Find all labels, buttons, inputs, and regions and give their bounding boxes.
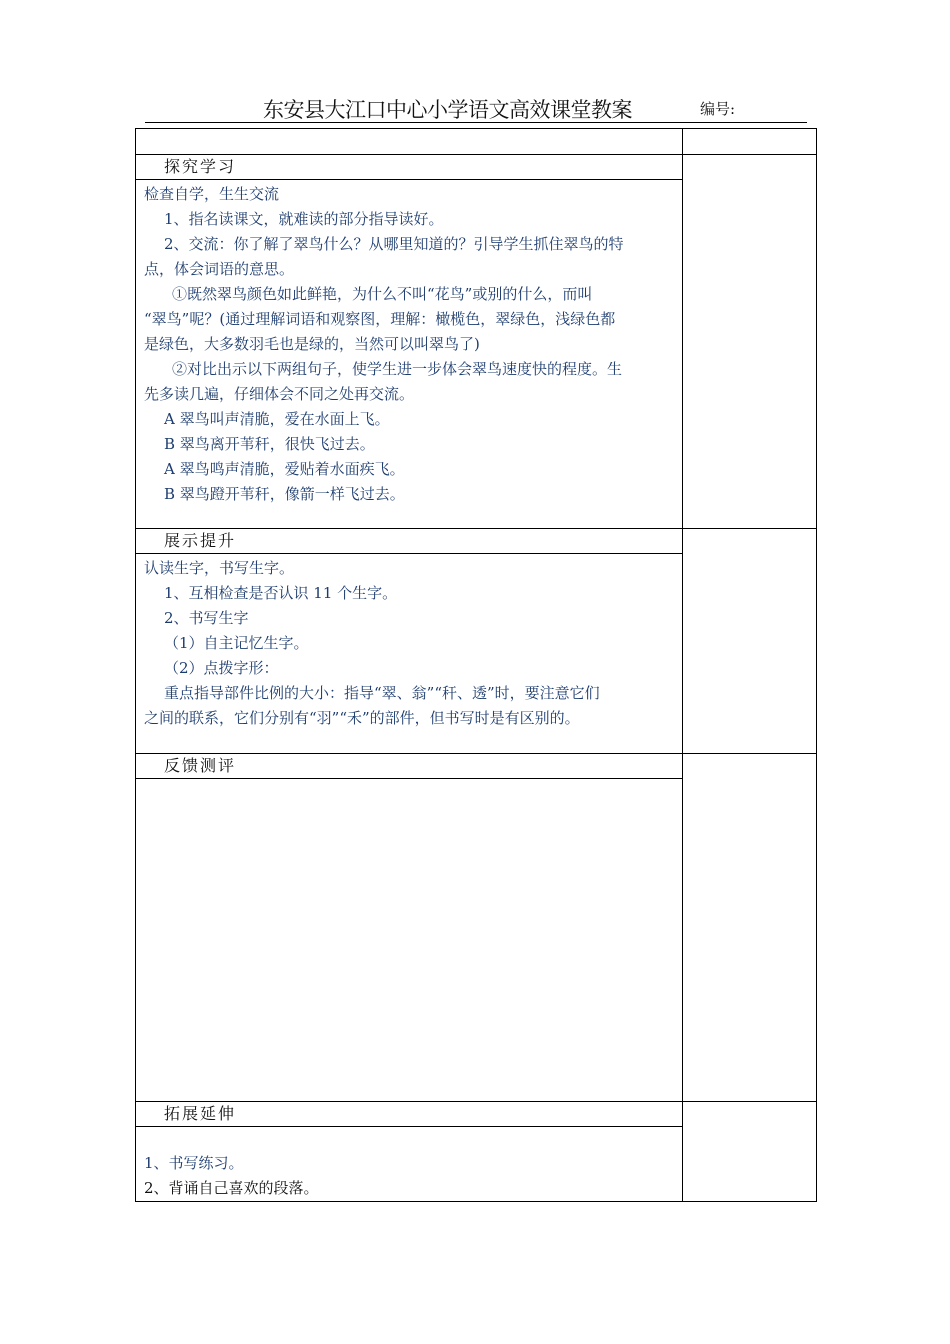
text-line: 2、背诵自己喜欢的段落。 — [144, 1179, 319, 1197]
text-line: 检查自学，生生交流 — [144, 185, 280, 203]
document-title: 东安县大江口中心小学语文高效课堂教案 — [263, 98, 632, 122]
text-line: （2）点拨字形： — [164, 659, 279, 677]
text-line: 2、交流：你了解了翠鸟什么？从哪里知道的？引导学生抓住翠鸟的特 — [164, 235, 624, 253]
text-line: B 翠鸟离开苇秆，很快飞过去。 — [164, 435, 375, 453]
side-cell-extension — [683, 1102, 817, 1202]
text-line: 2、书写生字 — [164, 609, 249, 627]
lesson-plan-table — [135, 128, 817, 1202]
text-line: （1）自主记忆生字。 — [164, 634, 309, 652]
text-line: 认读生字，书写生字。 — [144, 559, 295, 577]
side-cell-feedback — [683, 754, 817, 1102]
text-line: ②对比出示以下两组句子，使学生进一步体会翠鸟速度快的程度。生 — [172, 360, 623, 378]
section-body-explore — [136, 180, 683, 529]
section-title-showcase: 展示提升 — [136, 529, 683, 554]
text-line: 重点指导部件比例的大小：指导“翠、翁”“秆、透”时，要注意它们 — [164, 684, 600, 702]
blank-cell — [136, 129, 683, 155]
text-line: 1、互相检查是否认识 11 个生字。 — [164, 584, 398, 602]
text-line: 之间的联系，它们分别有“羽”“禾”的部件，但书写时是有区别的。 — [144, 709, 580, 727]
text-line: “翠鸟”呢？(通过理解词语和观察图，理解：橄榄色，翠绿色，浅绿色都 — [144, 310, 616, 328]
blank-side-cell — [683, 129, 817, 155]
side-cell-showcase — [683, 529, 817, 754]
document-header — [145, 88, 807, 123]
section-title-extension: 拓展延伸 — [136, 1102, 683, 1127]
number-label: 编号: — [700, 100, 736, 118]
text-line: 先多读几遍，仔细体会不同之处再交流。 — [144, 385, 415, 403]
text-line: A 翠鸟叫声清脆，爱在水面上飞。 — [164, 410, 390, 428]
section-body-feedback — [136, 779, 683, 1102]
section-title-explore: 探究学习 — [136, 155, 683, 180]
side-cell-explore — [683, 155, 817, 529]
text-line: ①既然翠鸟颜色如此鲜艳，为什么不叫“花鸟”或别的什么，而叫 — [172, 285, 593, 303]
text-line: A 翠鸟鸣声清脆，爱贴着水面疾飞。 — [164, 460, 405, 478]
text-line: 1、指名读课文，就难读的部分指导读好。 — [164, 210, 444, 228]
section-title-feedback: 反馈测评 — [136, 754, 683, 779]
text-line: 点，体会词语的意思。 — [144, 260, 295, 278]
section-body-showcase — [136, 554, 683, 754]
section-body-extension — [136, 1127, 683, 1202]
text-line: B 翠鸟蹬开苇秆，像箭一样飞过去。 — [164, 485, 405, 503]
text-line: 1、书写练习。 — [144, 1154, 244, 1172]
text-line: 是绿色，大多数羽毛也是绿的，当然可以叫翠鸟了) — [144, 335, 480, 353]
